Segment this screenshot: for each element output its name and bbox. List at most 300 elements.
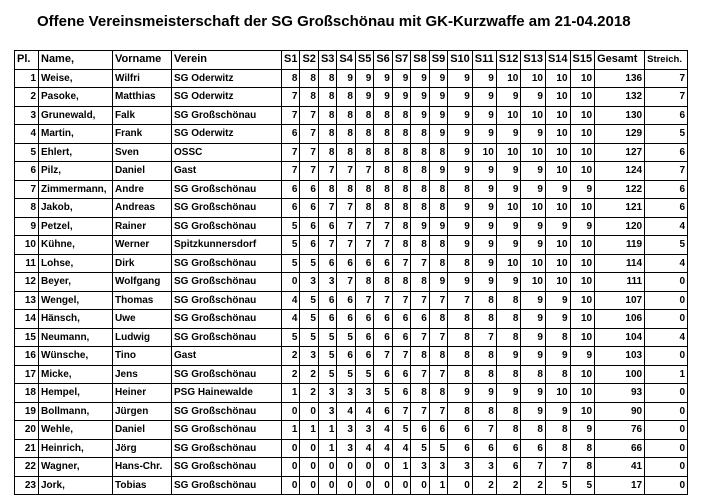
cell-series-score: 9: [521, 217, 546, 236]
cell-streich: 6: [645, 143, 688, 162]
cell-series-score: 10: [570, 69, 595, 88]
cell-platz: 9: [15, 217, 39, 236]
cell-series-score: 1: [282, 384, 300, 403]
header-verein: Verein: [172, 51, 282, 70]
cell-series-score: 8: [448, 365, 473, 384]
cell-series-score: 9: [472, 69, 496, 88]
cell-series-score: 7: [392, 347, 410, 366]
cell-series-score: 7: [300, 143, 318, 162]
cell-series-score: 10: [545, 69, 570, 88]
cell-series-score: 9: [374, 69, 392, 88]
table-row: [15, 291, 688, 310]
cell-series-score: 0: [448, 476, 473, 495]
cell-series-score: 8: [374, 162, 392, 181]
cell-series-score: 10: [570, 162, 595, 181]
table-row: [15, 402, 688, 421]
cell-series-score: 7: [472, 421, 496, 440]
cell-series-score: 9: [337, 69, 355, 88]
cell-series-score: 7: [472, 328, 496, 347]
cell-platz: 16: [15, 347, 39, 366]
cell-series-score: 5: [300, 310, 318, 329]
cell-series-score: 8: [392, 217, 410, 236]
cell-platz: 2: [15, 88, 39, 107]
cell-verein: SG Großschönau: [172, 365, 282, 384]
cell-series-score: 5: [392, 421, 410, 440]
cell-name: Hempel,: [39, 384, 113, 403]
header-name: Name,: [39, 51, 113, 70]
cell-series-score: 2: [282, 365, 300, 384]
cell-series-score: 5: [318, 328, 336, 347]
cell-series-score: 9: [448, 69, 473, 88]
cell-series-score: 6: [374, 402, 392, 421]
cell-gesamt: 17: [595, 476, 645, 495]
cell-series-score: 0: [374, 458, 392, 477]
cell-vorname: Thomas: [113, 291, 172, 310]
cell-series-score: 9: [521, 384, 546, 403]
cell-name: Hänsch,: [39, 310, 113, 329]
header-series: S15: [570, 51, 595, 70]
cell-series-score: 6: [448, 421, 473, 440]
cell-series-score: 7: [300, 162, 318, 181]
cell-series-score: 9: [521, 162, 546, 181]
cell-series-score: 8: [392, 162, 410, 181]
cell-platz: 4: [15, 125, 39, 144]
cell-series-score: 5: [300, 254, 318, 273]
cell-platz: 17: [15, 365, 39, 384]
cell-series-score: 8: [374, 180, 392, 199]
cell-vorname: Tobias: [113, 476, 172, 495]
cell-series-score: 3: [337, 439, 355, 458]
cell-series-score: 3: [300, 347, 318, 366]
cell-series-score: 8: [545, 365, 570, 384]
cell-series-score: 9: [448, 162, 473, 181]
cell-gesamt: 129: [595, 125, 645, 144]
cell-series-score: 9: [429, 217, 447, 236]
cell-series-score: 6: [496, 439, 521, 458]
cell-series-score: 0: [411, 476, 429, 495]
cell-series-score: 10: [570, 254, 595, 273]
cell-platz: 20: [15, 421, 39, 440]
cell-series-score: 9: [448, 88, 473, 107]
table-row: [15, 365, 688, 384]
cell-series-score: 3: [429, 458, 447, 477]
cell-vorname: Werner: [113, 236, 172, 255]
cell-series-score: 10: [496, 199, 521, 218]
cell-name: Bollmann,: [39, 402, 113, 421]
cell-series-score: 8: [411, 273, 429, 292]
cell-series-score: 10: [521, 106, 546, 125]
cell-series-score: 2: [282, 347, 300, 366]
results-table: [14, 50, 688, 495]
cell-series-score: 4: [374, 439, 392, 458]
cell-streich: 7: [645, 88, 688, 107]
cell-series-score: 6: [392, 310, 410, 329]
cell-name: Pilz,: [39, 162, 113, 181]
cell-series-score: 6: [355, 328, 373, 347]
cell-verein: SG Großschönau: [172, 291, 282, 310]
cell-series-score: 4: [355, 439, 373, 458]
cell-series-score: 10: [545, 162, 570, 181]
cell-series-score: 7: [337, 217, 355, 236]
cell-series-score: 8: [472, 402, 496, 421]
cell-series-score: 9: [521, 328, 546, 347]
cell-streich: 0: [645, 421, 688, 440]
cell-name: Martin,: [39, 125, 113, 144]
cell-series-score: 9: [545, 291, 570, 310]
cell-series-score: 7: [282, 162, 300, 181]
cell-platz: 7: [15, 180, 39, 199]
cell-series-score: 7: [411, 291, 429, 310]
cell-series-score: 6: [300, 236, 318, 255]
cell-series-score: 9: [496, 384, 521, 403]
cell-series-score: 8: [448, 328, 473, 347]
cell-series-score: 5: [355, 365, 373, 384]
cell-series-score: 8: [545, 421, 570, 440]
cell-series-score: 5: [282, 328, 300, 347]
cell-series-score: 0: [282, 458, 300, 477]
cell-series-score: 9: [472, 384, 496, 403]
cell-series-score: 10: [545, 199, 570, 218]
cell-streich: 7: [645, 69, 688, 88]
cell-series-score: 9: [429, 88, 447, 107]
cell-series-score: 9: [448, 106, 473, 125]
cell-series-score: 8: [411, 199, 429, 218]
cell-streich: 0: [645, 310, 688, 329]
cell-gesamt: 66: [595, 439, 645, 458]
cell-series-score: 3: [318, 384, 336, 403]
cell-platz: 12: [15, 273, 39, 292]
cell-series-score: 8: [337, 106, 355, 125]
table-row: [15, 217, 688, 236]
cell-series-score: 6: [392, 328, 410, 347]
cell-series-score: 7: [392, 402, 410, 421]
cell-series-score: 6: [429, 421, 447, 440]
cell-series-score: 9: [545, 310, 570, 329]
cell-name: Heinrich,: [39, 439, 113, 458]
cell-series-score: 8: [411, 347, 429, 366]
cell-series-score: 5: [429, 439, 447, 458]
cell-series-score: 9: [496, 273, 521, 292]
cell-vorname: Falk: [113, 106, 172, 125]
cell-series-score: 0: [374, 476, 392, 495]
cell-series-score: 10: [545, 106, 570, 125]
cell-series-score: 7: [448, 291, 473, 310]
cell-streich: 4: [645, 217, 688, 236]
header-series: S5: [355, 51, 373, 70]
cell-series-score: 6: [337, 291, 355, 310]
cell-series-score: 7: [282, 106, 300, 125]
cell-series-score: 9: [496, 217, 521, 236]
cell-series-score: 10: [570, 143, 595, 162]
table-row: [15, 162, 688, 181]
table-row: [15, 254, 688, 273]
cell-verein: SG Großschönau: [172, 421, 282, 440]
cell-platz: 1: [15, 69, 39, 88]
cell-series-score: 8: [448, 347, 473, 366]
cell-series-score: 9: [496, 236, 521, 255]
cell-series-score: 7: [355, 217, 373, 236]
cell-gesamt: 93: [595, 384, 645, 403]
cell-series-score: 9: [472, 217, 496, 236]
cell-series-score: 8: [496, 402, 521, 421]
cell-series-score: 6: [282, 125, 300, 144]
cell-vorname: Sven: [113, 143, 172, 162]
cell-streich: 0: [645, 402, 688, 421]
cell-vorname: Heiner: [113, 384, 172, 403]
cell-series-score: 9: [545, 347, 570, 366]
cell-series-score: 3: [318, 402, 336, 421]
cell-verein: SG Großschönau: [172, 310, 282, 329]
cell-verein: Gast: [172, 162, 282, 181]
cell-platz: 14: [15, 310, 39, 329]
cell-verein: PSG Hainewalde: [172, 384, 282, 403]
cell-platz: 13: [15, 291, 39, 310]
cell-series-score: 9: [496, 88, 521, 107]
cell-series-score: 9: [472, 254, 496, 273]
cell-series-score: 9: [374, 88, 392, 107]
cell-streich: 1: [645, 365, 688, 384]
cell-series-score: 6: [300, 217, 318, 236]
cell-series-score: 9: [545, 217, 570, 236]
cell-series-score: 3: [472, 458, 496, 477]
cell-series-score: 4: [355, 402, 373, 421]
cell-series-score: 8: [318, 180, 336, 199]
cell-series-score: 6: [496, 458, 521, 477]
cell-verein: SG Oderwitz: [172, 88, 282, 107]
table-row: [15, 88, 688, 107]
cell-series-score: 6: [337, 310, 355, 329]
cell-series-score: 10: [521, 273, 546, 292]
cell-series-score: 7: [355, 236, 373, 255]
cell-gesamt: 124: [595, 162, 645, 181]
cell-streich: 7: [645, 162, 688, 181]
cell-vorname: Wolfgang: [113, 273, 172, 292]
cell-gesamt: 104: [595, 328, 645, 347]
cell-series-score: 7: [429, 365, 447, 384]
cell-streich: 6: [645, 199, 688, 218]
cell-verein: SG Großschönau: [172, 402, 282, 421]
cell-platz: 15: [15, 328, 39, 347]
cell-vorname: Andre: [113, 180, 172, 199]
cell-gesamt: 111: [595, 273, 645, 292]
cell-series-score: 9: [448, 125, 473, 144]
cell-name: Grunewald,: [39, 106, 113, 125]
cell-series-score: 9: [472, 106, 496, 125]
cell-series-score: 7: [300, 125, 318, 144]
cell-platz: 3: [15, 106, 39, 125]
cell-series-score: 8: [545, 439, 570, 458]
cell-gesamt: 103: [595, 347, 645, 366]
cell-series-score: 10: [545, 236, 570, 255]
cell-streich: 0: [645, 291, 688, 310]
cell-series-score: 2: [472, 476, 496, 495]
cell-series-score: 9: [472, 273, 496, 292]
cell-series-score: 9: [521, 291, 546, 310]
cell-series-score: 7: [318, 236, 336, 255]
cell-series-score: 7: [300, 106, 318, 125]
cell-platz: 11: [15, 254, 39, 273]
header-gesamt: Gesamt: [595, 51, 645, 70]
cell-series-score: 9: [545, 402, 570, 421]
cell-name: Zimmermann,: [39, 180, 113, 199]
cell-series-score: 9: [448, 199, 473, 218]
cell-gesamt: 127: [595, 143, 645, 162]
cell-vorname: Uwe: [113, 310, 172, 329]
cell-series-score: 7: [429, 328, 447, 347]
cell-platz: 23: [15, 476, 39, 495]
cell-name: Neumann,: [39, 328, 113, 347]
cell-series-score: 10: [545, 273, 570, 292]
cell-series-score: 5: [411, 439, 429, 458]
cell-gesamt: 136: [595, 69, 645, 88]
table-row: [15, 273, 688, 292]
cell-series-score: 9: [496, 180, 521, 199]
cell-series-score: 8: [472, 291, 496, 310]
header-series: S7: [392, 51, 410, 70]
cell-series-score: 9: [472, 125, 496, 144]
cell-series-score: 2: [521, 476, 546, 495]
cell-series-score: 9: [392, 69, 410, 88]
cell-series-score: 5: [300, 328, 318, 347]
header-series: S1: [282, 51, 300, 70]
cell-name: Kühne,: [39, 236, 113, 255]
header-series: S8: [411, 51, 429, 70]
header-series: S9: [429, 51, 447, 70]
cell-gesamt: 130: [595, 106, 645, 125]
cell-streich: 6: [645, 106, 688, 125]
cell-series-score: 9: [570, 421, 595, 440]
header-series: S10: [448, 51, 473, 70]
cell-series-score: 7: [374, 217, 392, 236]
cell-series-score: 6: [318, 217, 336, 236]
cell-gesamt: 106: [595, 310, 645, 329]
header-streich: Streich.: [645, 51, 688, 70]
cell-vorname: Daniel: [113, 421, 172, 440]
cell-streich: 0: [645, 476, 688, 495]
cell-verein: SG Großschönau: [172, 439, 282, 458]
cell-name: Wengel,: [39, 291, 113, 310]
table-row: [15, 143, 688, 162]
table-row: [15, 347, 688, 366]
cell-series-score: 7: [318, 199, 336, 218]
cell-verein: SG Großschönau: [172, 328, 282, 347]
cell-streich: 0: [645, 458, 688, 477]
cell-series-score: 8: [337, 143, 355, 162]
cell-series-score: 6: [282, 180, 300, 199]
cell-vorname: Ludwig: [113, 328, 172, 347]
cell-series-score: 10: [570, 236, 595, 255]
cell-gesamt: 122: [595, 180, 645, 199]
cell-series-score: 3: [355, 384, 373, 403]
cell-series-score: 6: [374, 328, 392, 347]
cell-series-score: 8: [318, 125, 336, 144]
cell-series-score: 8: [521, 421, 546, 440]
cell-series-score: 8: [496, 421, 521, 440]
cell-series-score: 2: [300, 384, 318, 403]
cell-gesamt: 100: [595, 365, 645, 384]
cell-series-score: 8: [429, 347, 447, 366]
cell-gesamt: 120: [595, 217, 645, 236]
cell-series-score: 8: [448, 180, 473, 199]
cell-name: Wagner,: [39, 458, 113, 477]
cell-series-score: 9: [521, 310, 546, 329]
cell-name: Petzel,: [39, 217, 113, 236]
cell-name: Wehle,: [39, 421, 113, 440]
cell-series-score: 9: [472, 180, 496, 199]
cell-series-score: 8: [318, 69, 336, 88]
cell-streich: 4: [645, 328, 688, 347]
table-row: [15, 421, 688, 440]
cell-series-score: 5: [545, 476, 570, 495]
cell-verein: Spitzkunnersdorf: [172, 236, 282, 255]
cell-streich: 0: [645, 439, 688, 458]
cell-series-score: 6: [337, 347, 355, 366]
cell-name: Lohse,: [39, 254, 113, 273]
cell-gesamt: 41: [595, 458, 645, 477]
cell-series-score: 0: [300, 439, 318, 458]
cell-series-score: 7: [355, 162, 373, 181]
cell-series-score: 8: [496, 328, 521, 347]
cell-series-score: 9: [429, 273, 447, 292]
header-series: S14: [545, 51, 570, 70]
cell-series-score: 7: [411, 365, 429, 384]
table-row: [15, 384, 688, 403]
cell-streich: 0: [645, 273, 688, 292]
cell-verein: SG Großschönau: [172, 180, 282, 199]
cell-series-score: 9: [355, 88, 373, 107]
cell-series-score: 7: [392, 254, 410, 273]
cell-series-score: 7: [355, 291, 373, 310]
cell-series-score: 8: [429, 143, 447, 162]
cell-streich: 6: [645, 180, 688, 199]
cell-series-score: 7: [392, 291, 410, 310]
cell-series-score: 1: [318, 421, 336, 440]
cell-series-score: 9: [429, 106, 447, 125]
cell-series-score: 1: [392, 458, 410, 477]
cell-series-score: 10: [521, 69, 546, 88]
cell-series-score: 9: [521, 347, 546, 366]
cell-series-score: 0: [282, 439, 300, 458]
cell-name: Beyer,: [39, 273, 113, 292]
cell-series-score: 8: [282, 69, 300, 88]
cell-series-score: 9: [472, 236, 496, 255]
cell-series-score: 9: [411, 217, 429, 236]
cell-series-score: 6: [521, 439, 546, 458]
cell-series-score: 8: [392, 273, 410, 292]
cell-series-score: 10: [545, 384, 570, 403]
cell-series-score: 8: [570, 439, 595, 458]
cell-series-score: 2: [496, 476, 521, 495]
cell-series-score: 8: [411, 180, 429, 199]
cell-series-score: 8: [355, 273, 373, 292]
cell-series-score: 5: [374, 384, 392, 403]
cell-series-score: 9: [355, 69, 373, 88]
header-row: [15, 51, 688, 70]
cell-vorname: Rainer: [113, 217, 172, 236]
cell-series-score: 9: [570, 180, 595, 199]
cell-series-score: 9: [448, 236, 473, 255]
cell-name: Jork,: [39, 476, 113, 495]
cell-verein: SG Großschönau: [172, 217, 282, 236]
header-series: S3: [318, 51, 336, 70]
cell-series-score: 10: [570, 125, 595, 144]
cell-series-score: 9: [521, 402, 546, 421]
cell-series-score: 6: [282, 199, 300, 218]
table-row: [15, 458, 688, 477]
cell-series-score: 6: [355, 254, 373, 273]
page-title: Offene Vereinsmeisterschaft der SG Großschönau mit GK-Kurzwaffe am 21-04.2018: [37, 13, 631, 30]
cell-series-score: 7: [411, 328, 429, 347]
